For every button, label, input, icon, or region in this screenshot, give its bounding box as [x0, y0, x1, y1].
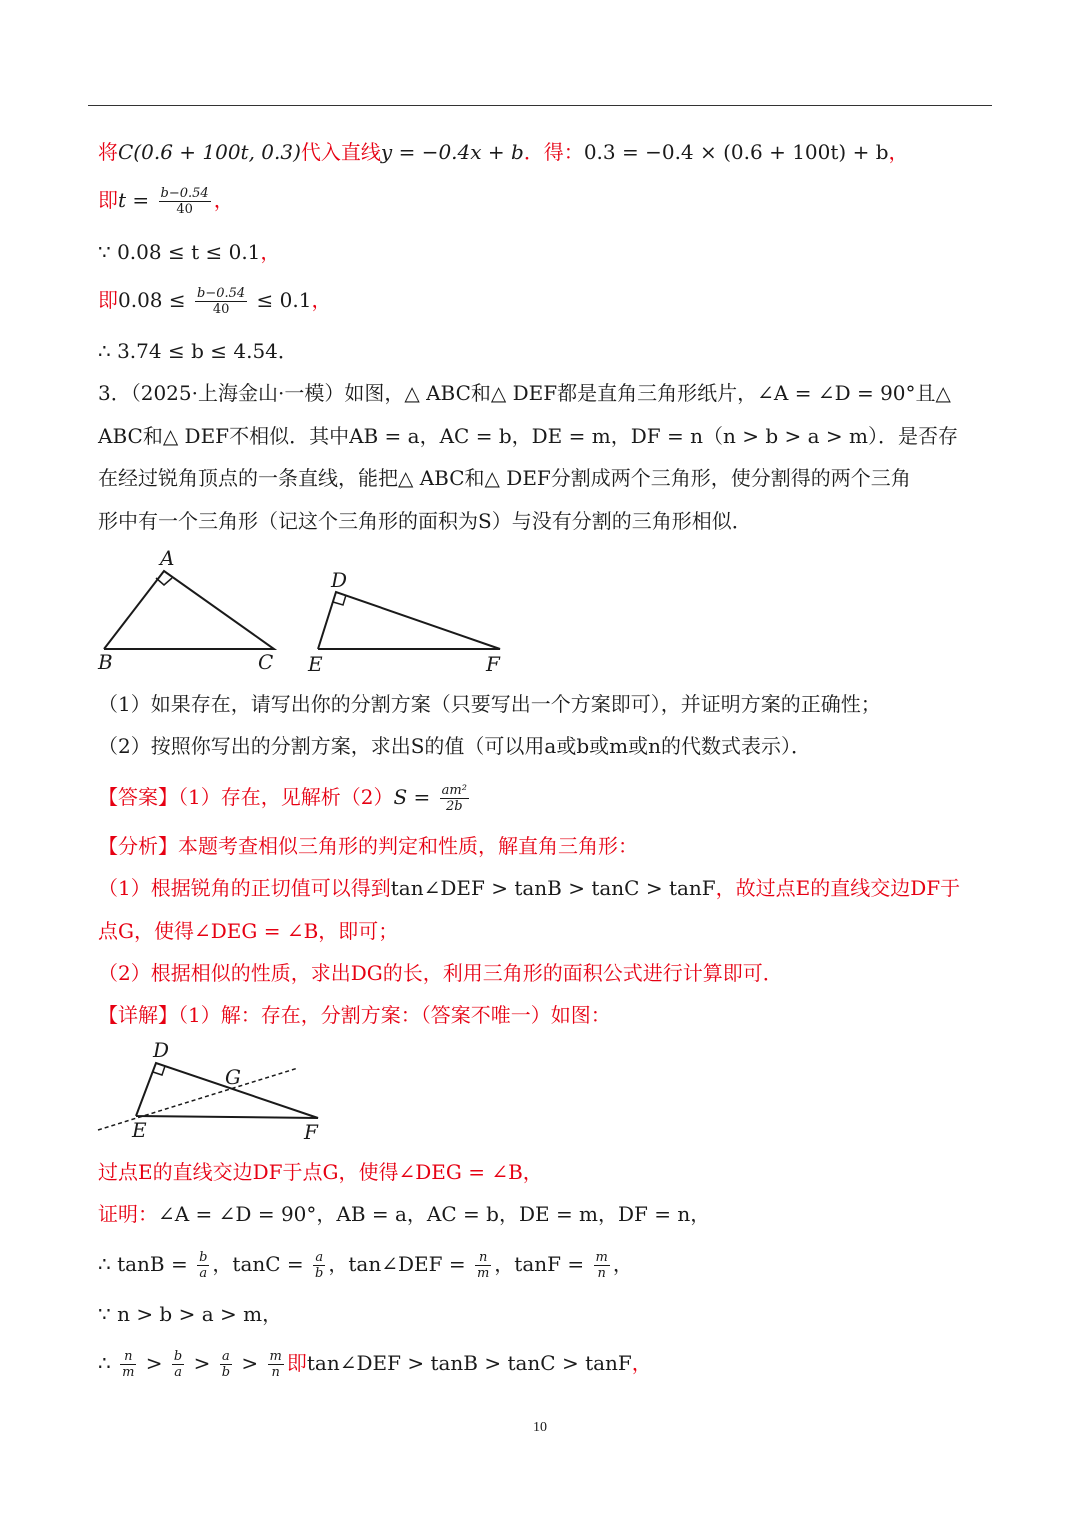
- line-substitute: [98, 138, 909, 166]
- text: 即: [98, 288, 118, 312]
- question-line-3: 在经过锐角顶点的一条直线，能把△ ABC和△ DEF分割成两个三角形，使分割得的两个三角: [98, 466, 911, 490]
- math: ∴: [98, 1351, 118, 1375]
- fraction: [220, 1349, 232, 1380]
- text: 证明：: [98, 1202, 158, 1226]
- label-b: B: [98, 650, 113, 674]
- label-d: D: [331, 568, 348, 592]
- detail-line-2: 过点E的直线交边DF于点G，使得∠DEG = ∠B，: [98, 1160, 543, 1184]
- sub-question-1: （1）如果存在，请写出你的分割方案（只要写出一个方案即可），并证明方案的正确性；: [98, 692, 881, 716]
- math: tan∠DEF > tanB > tanC > tanF: [306, 1351, 632, 1375]
- math: ≤ 0.1: [250, 288, 312, 312]
- fraction-numerator: a: [220, 1349, 232, 1365]
- label-a: A: [160, 546, 175, 570]
- fraction-numerator: a: [313, 1250, 325, 1266]
- header-rule: [88, 105, 992, 106]
- text: ，: [888, 140, 909, 164]
- text: ．得：: [523, 140, 584, 164]
- fraction: [475, 1250, 491, 1281]
- math: 0.08 ≤: [118, 288, 193, 312]
- line-b-inequality: [98, 286, 331, 317]
- detail-line-4: [98, 1250, 633, 1281]
- fraction-denominator: 40: [212, 302, 230, 317]
- math: ，tanF =: [494, 1252, 591, 1276]
- text: ，: [213, 188, 234, 212]
- analysis-line-3: 点G，使得∠DEG = ∠B，即可；: [98, 919, 399, 943]
- line-t-range: [98, 238, 280, 266]
- fraction-numerator: b: [199, 1250, 208, 1265]
- fraction-denominator: b: [315, 1266, 324, 1281]
- label-f: F: [486, 652, 500, 676]
- math: ，tan∠DEF =: [328, 1252, 472, 1276]
- fraction-denominator: n: [597, 1266, 606, 1281]
- text: 代入直线: [300, 140, 381, 164]
- fraction: [172, 1349, 184, 1380]
- question-line-1: 3．（2025·上海金山·一模）如图，△ ABC和△ DEF都是直角三角形纸片，∠A = ∠D = 90°且△: [98, 381, 951, 405]
- fraction: [195, 286, 247, 317]
- triangle-def: [318, 592, 500, 649]
- math: y = −0.4x + b: [380, 140, 524, 164]
- text: ，: [631, 1351, 652, 1375]
- split-figure: [90, 1038, 340, 1148]
- fraction-numerator: m: [595, 1250, 608, 1265]
- fraction: [313, 1250, 325, 1281]
- fraction-numerator: n: [475, 1250, 491, 1266]
- fraction-numerator: am²: [441, 783, 467, 798]
- fraction-numerator: b: [173, 1349, 183, 1364]
- math: t =: [118, 188, 156, 212]
- math: S =: [393, 785, 437, 809]
- text: 即: [286, 1351, 307, 1375]
- fraction-denominator: b: [221, 1365, 231, 1380]
- label-e: E: [132, 1118, 147, 1142]
- triangle-abc: [104, 571, 274, 649]
- text: 即: [98, 188, 118, 212]
- label-e: E: [308, 652, 323, 676]
- math: >: [187, 1351, 217, 1375]
- fraction-numerator: n: [120, 1349, 136, 1365]
- fraction-denominator: m: [122, 1365, 135, 1380]
- question-line-2: ABC和△ DEF不相似．其中AB = a，AC = b，DE = m，DF = n（n > b > a > m）．是否存: [98, 424, 958, 448]
- text: （1）根据锐角的正切值可以得到: [98, 876, 391, 900]
- label-g: G: [225, 1065, 241, 1089]
- detail-line-3: [98, 1200, 710, 1228]
- fraction: [594, 1250, 610, 1281]
- sub-question-2: （2）按照你写出的分割方案，求出S的值（可以用a或b或m或n的代数式表示）．: [98, 734, 811, 758]
- fraction-denominator: n: [271, 1365, 280, 1380]
- label-d: D: [153, 1038, 170, 1062]
- math: 0.3 = −0.4 × (0.6 + 100t) + b: [583, 140, 889, 164]
- analysis-line-1: 【分析】本题考查相似三角形的判定和性质，解直角三角形：: [98, 834, 638, 858]
- text: ，: [311, 288, 332, 312]
- fraction: [440, 783, 469, 814]
- fraction-numerator: m: [269, 1349, 282, 1364]
- math: ，tanC =: [212, 1252, 311, 1276]
- question-line-4: 形中有一个三角形（记这个三角形的面积为S）与没有分割的三角形相似．: [98, 509, 752, 533]
- fraction-denominator: 40: [176, 202, 193, 217]
- line-t-expression: [98, 186, 234, 217]
- triangles-figure: [90, 545, 520, 680]
- analysis-line-2: [98, 874, 960, 902]
- analysis-line-4: （2）根据相似的性质，求出DG的长，利用三角形的面积公式进行计算即可．: [98, 961, 783, 985]
- fraction: [159, 186, 211, 217]
- text: ，: [260, 240, 281, 264]
- fraction-denominator: m: [476, 1266, 490, 1281]
- answer-line: [98, 783, 472, 814]
- text: 【答案】（1）存在，见解析（2）: [98, 785, 394, 809]
- page-number: 10: [533, 1420, 547, 1435]
- math: >: [139, 1351, 169, 1375]
- detail-line-1: 【详解】（1）解：存在，分割方案：（答案不唯一）如图：: [98, 1003, 611, 1027]
- label-c: C: [258, 650, 274, 674]
- detail-line-6: [98, 1349, 652, 1380]
- fraction-denominator: 2b: [445, 799, 463, 814]
- math: C(0.6 + 100t, 0.3): [118, 140, 301, 164]
- fraction: [197, 1250, 209, 1281]
- fraction: [268, 1349, 284, 1380]
- fraction-denominator: a: [199, 1266, 208, 1281]
- fraction-denominator: a: [174, 1365, 182, 1380]
- fraction: [120, 1349, 136, 1380]
- math: ∵ 0.08 ≤ t ≤ 0.1: [98, 240, 261, 264]
- text: ，故过点E的直线交边DF于: [715, 876, 961, 900]
- math: ，: [612, 1252, 633, 1276]
- detail-line-5: ∵ n > b > a > m，: [98, 1302, 283, 1326]
- math: tan∠DEF > tanB > tanC > tanF: [390, 876, 716, 900]
- line-b-result: ∴ 3.74 ≤ b ≤ 4.54．: [98, 339, 298, 363]
- fraction-numerator: b−0.54: [197, 286, 246, 301]
- text: 将: [98, 140, 118, 164]
- math: ∠A = ∠D = 90°，AB = a，AC = b，DE = m，DF = n，: [158, 1202, 711, 1226]
- math: >: [235, 1351, 265, 1375]
- math: ∴ tanB =: [98, 1252, 195, 1276]
- label-f: F: [304, 1120, 318, 1144]
- fraction-numerator: b−0.54: [160, 186, 209, 201]
